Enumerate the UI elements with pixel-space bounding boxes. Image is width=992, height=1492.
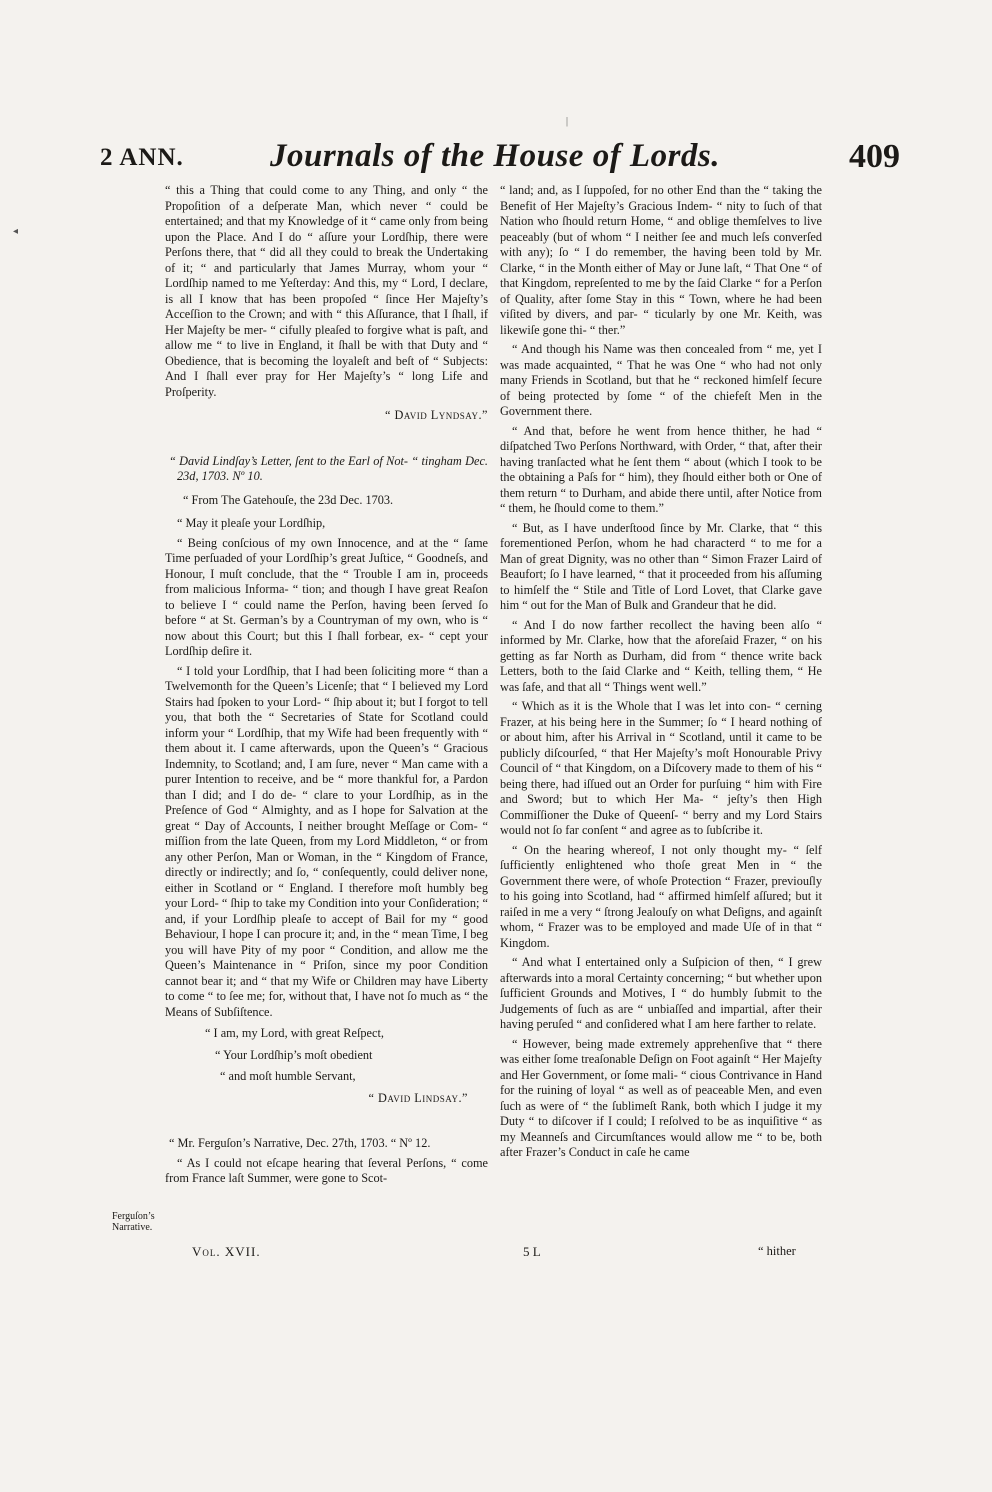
letter-dateline: “ From The Gatehouſe, the 23d Dec. 1703.	[183, 492, 394, 507]
signature-mark: 5 L	[523, 1244, 541, 1259]
regnal-year: 2 ANN.	[100, 144, 184, 171]
page-speck-mark: |	[566, 116, 569, 127]
left-paragraph-3: “ I told your Lordſhip, that I had been ſoliciting more “ than a Twelvemonth for the Queen’s Licenſe; that “ I believed my Lord Stairs had ſpoken to your Lord- “ ſhip about it; but I forgot to tell you, that both the “ Secretaries of State for Scotland could inform your “ Lordſhip, that my Wife had been frequently with “ them about it. I came afterwards, upon the Queen’s “ Gracious Indemnity, to Scotland; and, I am ſure, never “ Man came with a purer Intention to receive, and be “ more thankful for, a Pardon than I did; and I do de- “ clare to your Lordſhip, as in the Preſence of God “ Almighty, and as I hope for Salvation at the great “ Day of Accounts, I neither brought Meſſage or Com- “ miſſion from the late Queen, from my Lord Middleton, “ or from any other Perſon, Man or Woman, in the “ Kingdom of France, directly or indirectly; and ſo, “ conſequently, could deliver none, either in Scotland or “ England. I therefore moſt humbly beg your Lord- “ ſhip to take my Condition into your Conſideration; “ and, if your Lordſhip pleaſe to accept of Bail for my “ good Behaviour, I hope I can procure it; and, in the “ mean Time, I beg you will have Pity of my poor “ Condition, and allow me the Queen’s Maintenance in “ Priſon, since my poor Condition cannot bear it; and “ that my Wife or Children may have Liberty to come “ to ſee me; for, without that, I have not ſo much as “ the Means of Subſiſtence.	[165, 663, 488, 1019]
left-paragraph-1: “ this a Thing that could come to any Thing, and only “ the Propoſition of a deſperate Man, which never “ could be entertained; and that my Knowledge of it “ came only from being upon the Place. And I do “ aſſure your Lordſhip, there were Perſons there, that “ did all they could to break the Undertaking of it; “ and particularly that James Murray, whom your “ Lordſhip named to me Yeſterday: And this, my “ Lord, I declare, is all I know that has been propoſed “ ſince Her Majeſty’s Acceſſion to the Crown; and with “ this Aſſurance, that I ſhall, if Her Majeſty be mer- “ cifully pleaſed to forgive what is paſt, and allow me “ to live in England, it ſhall be with that Duty and “ Obedience, that is becoming the loyaleſt and beſt of “ Subjects: And I ſhall ever pray for Her Majeſty’s “ long Life and Proſperity.	[165, 183, 488, 399]
left-paragraph-4: “ As I could not eſcape hearing that ſeveral Perſons, “ come from France laſt Summer, were gone to Scot-	[165, 1155, 488, 1185]
left-paragraph-2: “ Being conſcious of my own Innocence, and at the “ ſame Time perſuaded of your Lordſhip’s great Juſtice, “ Goodneſs, and Honour, I muſt conclude, that the “ Trouble I am in, proceeds from malicious Informa- “ tion; and though I have great Reaſon to believe I “ could name the Perſon, having been ſerved ſo before “ at St. German’s by a Countryman of my own, who is “ now about this Court; but this I ſhall forbear, ex- “ cept your Lordſhip deſire it.	[165, 535, 488, 658]
journal-title-text: Journals of the House of Lords.	[269, 138, 721, 174]
right-paragraph-2: “ And though his Name was then concealed from “ me, yet I was made acquainted, “ That he was One “ who had not only many Friends in Scotland, but that he “ reckoned himſelf ſecure of being protected by ſome “ of the chiefeſt Men in the Government there.	[500, 342, 822, 418]
letter-closing-2: “ Your Lordſhip’s moſt obedient	[215, 1047, 373, 1062]
right-paragraph-9: “ However, being made extremely apprehenſive that “ there was either ſome treaſonable Deſign on Foot againſt “ Her Majeſty and Her Government, or ſome mali- “ cious Contrivance in Hand for the ruining of loyal “ as well as of peaceable Men, and even ſuch as were of “ the ſublimeſt Rank, both which I judge it my Duty “ to diſcover if I could; I reſolved to be as inquiſitive “ as my Meanneſs and Circumſtances would allow me “ to be, both after Frazer’s Conduct in caſe he came	[500, 1036, 822, 1159]
letter-closing-3: “ and moſt humble Servant,	[220, 1069, 356, 1083]
volume-label: Vol. XVII.	[192, 1244, 261, 1259]
signature-2: “ David Lindsay.”	[368, 1090, 468, 1105]
right-paragraph-7: “ On the hearing whereof, I not only thought my- “ ſelf ſufficiently enlightened who thoſe great Men in “ the Government there were, of whoſe Protection “ Frazer, previouſly to his going into Scotland, had “ affirmed himſelf aſſured; but it raiſed in me a very “ ſtrong Jealouſy on what Deſigns, and againſt whom, “ Frazer was to be employed and made Uſe of in that “ Kingdom.	[500, 842, 822, 950]
page-speck-mark-left: ◂	[13, 226, 19, 237]
right-paragraph-8: “ And what I entertained only a Suſpicion of then, “ I grew afterwards into a moral Certainty concerning; “ but whether upon ſufficient Grounds and Motives, I “ do humbly ſubmit to the Judgements of ſuch as are “ unbiaſſed and impartial, after their having peruſed “ and conſidered what I am here farther to relate.	[500, 955, 823, 1031]
letter-salutation: “ May it pleaſe your Lordſhip,	[177, 516, 326, 530]
right-column	[500, 183, 822, 1161]
right-paragraph-3: “ And that, before he went from hence thither, he had “ diſpatched Two Perſons Northward, with Order, “ that, after their having tranſacted what he ſent them “ about (which I took to be the obtaining a Paſs for “ him), they ſhould either both or One of them return “ to Durham, and abide there until, after Notice from “ them, he ſhould come to them.”	[500, 423, 822, 515]
letter-closing-1: “ I am, my Lord, with great Reſpect,	[205, 1026, 384, 1040]
left-column	[165, 183, 488, 1187]
page-number: 409	[849, 138, 900, 175]
journal-title	[100, 138, 890, 175]
narrative-heading: “ Mr. Ferguſon’s Narrative, Dec. 27th, 1703. “ Nº 12.	[169, 1136, 431, 1150]
right-paragraph-1: “ land; and, as I ſuppoſed, for no other End than the “ taking the Benefit of Her Majeſty’s Gracious Indem- “ nity to ſuch of that Nation who ſhould return Home, “ and oblige themſelves to live peaceably (but of whom “ I neither ſee and much leſs converſed with any); ſo “ I do remember, the having been told by Mr. Clarke, “ in the Month either of May or June laſt, “ That One “ of that Kingdom, repreſented to me by the ſaid Clarke “ for a Perſon of Quality, after ſome Stay in this “ Town, where he had been viſited by divers, and par- “ ticularly by one Mr. Keith, was likewiſe gone thi- “ ther.”	[500, 183, 822, 337]
running-header	[100, 138, 900, 180]
margin-note: Ferguſon’s Narrative.	[112, 1211, 155, 1233]
letter-heading: “ David Lindſay’s Letter, ſent to the Earl of Not- “ tingham Dec. 23d, 1703. Nº 10.	[169, 453, 488, 483]
right-paragraph-5: “ And I do now farther recollect the having been alſo “ informed by Mr. Clarke, how that the aforeſaid Frazer, “ on his getting as far North as Durham, did from “ thence write back Letters, both to the ſaid Clarke and “ Keith, telling them, “ He was ſafe, and that all “ Things went well.”	[500, 617, 822, 694]
right-paragraph-6: “ Which as it is the Whole that I was let into con- “ cerning Frazer, at his being here in the Summer; ſo “ I heard nothing of or about him, after his Arrival in “ Scotland, until it came to be publicly diſcourſed, “ that Her Majeſty’s moſt Honourable Privy Council of “ that Kingdom, on a Diſcovery made to them of his “ being there, had iſſued out an Order for purſuing “ him with Fire and Sword; but to which Her Ma- “ jeſty’s then High Commiſſioner the Duke of Queenſ- “ berry and my Lord Stairs would not ſo far conſent “ and agree as to ſubſcribe it.	[500, 699, 822, 837]
signature-1: “ David Lyndsay.”	[384, 408, 488, 422]
catchword: “ hither	[758, 1244, 796, 1258]
right-paragraph-4: “ But, as I have underſtood ſince by Mr. Clarke, that “ this forementioned Perſon, whom he had characterd “ to me for a Man of great Dignity, was no other than “ Simon Frazer Laird of Beaufort; ſo I have learned, “ that it proceeded from his aſſuming to himſelf the “ Stile and Title of Lord Lovet, that Clarke gave him “ out for the Man of Bulk and Grandeur that he did.	[500, 520, 822, 612]
